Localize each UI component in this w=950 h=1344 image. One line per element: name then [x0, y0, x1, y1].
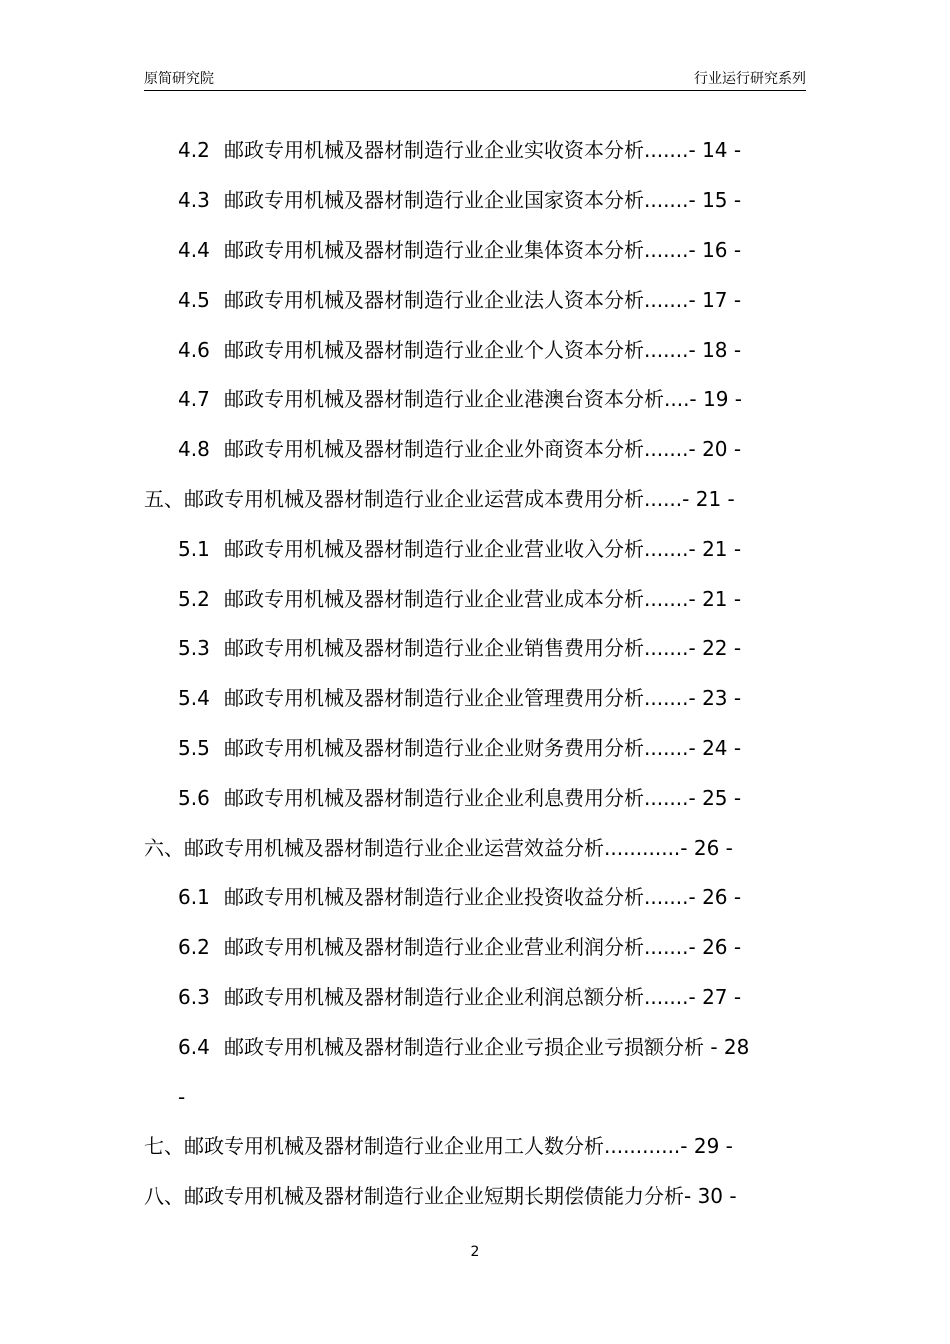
toc-entry-text: 邮政专用机械及器材制造行业企业营业成本分析.......- 21 - — [224, 587, 742, 611]
header-right-title: 行业运行研究系列 — [694, 71, 806, 87]
toc-entry-number: 6.3 — [178, 985, 210, 1009]
toc-entry-number: 4.3 — [178, 188, 210, 212]
toc-entry-text: 邮政专用机械及器材制造行业企业财务费用分析.......- 24 - — [224, 736, 742, 760]
toc-entry-number: 4.6 — [178, 338, 210, 362]
toc-entry-text: 邮政专用机械及器材制造行业企业港澳台资本分析....- 19 - — [224, 387, 743, 411]
toc-entry-text: 邮政专用机械及器材制造行业企业集体资本分析.......- 16 - — [224, 238, 742, 262]
toc-entry[interactable] — [178, 933, 741, 961]
toc-entry-text: 邮政专用机械及器材制造行业企业法人资本分析.......- 17 - — [224, 288, 742, 312]
toc-entry-number: 5.5 — [178, 736, 210, 760]
toc-entry[interactable] — [178, 684, 741, 712]
toc-entry-text: 六、邮政专用机械及器材制造行业企业运营效益分析............- 26 - — [144, 836, 733, 860]
toc-entry-number: 6.1 — [178, 885, 210, 909]
toc-entry-number: 4.8 — [178, 437, 210, 461]
toc-entry[interactable] — [178, 734, 741, 762]
toc-entry-number: 4.5 — [178, 288, 210, 312]
toc-entry-text: 邮政专用机械及器材制造行业企业销售费用分析.......- 22 - — [224, 636, 742, 660]
toc-entry-number: 5.4 — [178, 686, 210, 710]
toc-entry-text: 五、邮政专用机械及器材制造行业企业运营成本费用分析......- 21 - — [144, 487, 735, 511]
toc-entry[interactable] — [178, 585, 741, 613]
toc-entry-text: 邮政专用机械及器材制造行业企业利息费用分析.......- 25 - — [224, 786, 742, 810]
page-number: 2 — [470, 1244, 480, 1260]
toc-entry[interactable] — [178, 784, 741, 812]
toc-entry-number: 4.2 — [178, 138, 210, 162]
toc-entry-number: 5.2 — [178, 587, 210, 611]
toc-entry[interactable] — [178, 136, 741, 164]
toc-entry[interactable] — [178, 883, 741, 911]
toc-entry-text: 邮政专用机械及器材制造行业企业国家资本分析.......- 15 - — [224, 188, 742, 212]
toc-entry-number: 5.1 — [178, 537, 210, 561]
toc-entry[interactable] — [178, 983, 741, 1011]
toc-entry[interactable] — [178, 1033, 749, 1061]
toc-entry-text: 邮政专用机械及器材制造行业企业管理费用分析.......- 23 - — [224, 686, 742, 710]
toc-chapter-entry[interactable] — [144, 1132, 733, 1160]
toc-entry-text: 七、邮政专用机械及器材制造行业企业用工人数分析............- 29 - — [144, 1134, 733, 1158]
toc-entry-continuation: - — [178, 1085, 186, 1109]
toc-entry[interactable] — [178, 385, 742, 413]
toc-entry-number: 5.3 — [178, 636, 210, 660]
toc-entry[interactable] — [178, 236, 741, 264]
toc-entry-text: 八、邮政专用机械及器材制造行业企业短期长期偿债能力分析- 30 - — [144, 1184, 737, 1208]
toc-entry-number: 6.4 — [178, 1035, 210, 1059]
header-left-title: 原简研究院 — [144, 71, 214, 87]
toc-entry-text: 邮政专用机械及器材制造行业企业投资收益分析.......- 26 - — [224, 885, 742, 909]
toc-entry-text: 邮政专用机械及器材制造行业企业实收资本分析.......- 14 - — [224, 138, 742, 162]
toc-entry-number: 4.7 — [178, 387, 210, 411]
toc-entry-text: 邮政专用机械及器材制造行业企业营业利润分析.......- 26 - — [224, 935, 742, 959]
toc-entry[interactable] — [178, 286, 741, 314]
toc-entry-text: 邮政专用机械及器材制造行业企业亏损企业亏损额分析 - 28 — [224, 1035, 750, 1059]
toc-entry-number: 4.4 — [178, 238, 210, 262]
toc-entry[interactable] — [178, 435, 741, 463]
toc-entry[interactable] — [178, 336, 741, 364]
toc-entry-text: 邮政专用机械及器材制造行业企业外商资本分析.......- 20 - — [224, 437, 742, 461]
toc-entry-number: 6.2 — [178, 935, 210, 959]
toc-entry-text: 邮政专用机械及器材制造行业企业营业收入分析.......- 21 - — [224, 537, 742, 561]
toc-chapter-entry[interactable] — [144, 834, 733, 862]
toc-entry-text: 邮政专用机械及器材制造行业企业个人资本分析.......- 18 - — [224, 338, 742, 362]
toc-entry[interactable] — [178, 634, 741, 662]
toc-entry[interactable] — [178, 535, 741, 563]
toc-chapter-entry[interactable] — [144, 485, 735, 513]
toc-chapter-entry[interactable] — [144, 1182, 737, 1210]
toc-entry[interactable] — [178, 186, 741, 214]
page-header — [144, 66, 806, 91]
toc-entry-number: 5.6 — [178, 786, 210, 810]
toc-entry-text: 邮政专用机械及器材制造行业企业利润总额分析.......- 27 - — [224, 985, 742, 1009]
